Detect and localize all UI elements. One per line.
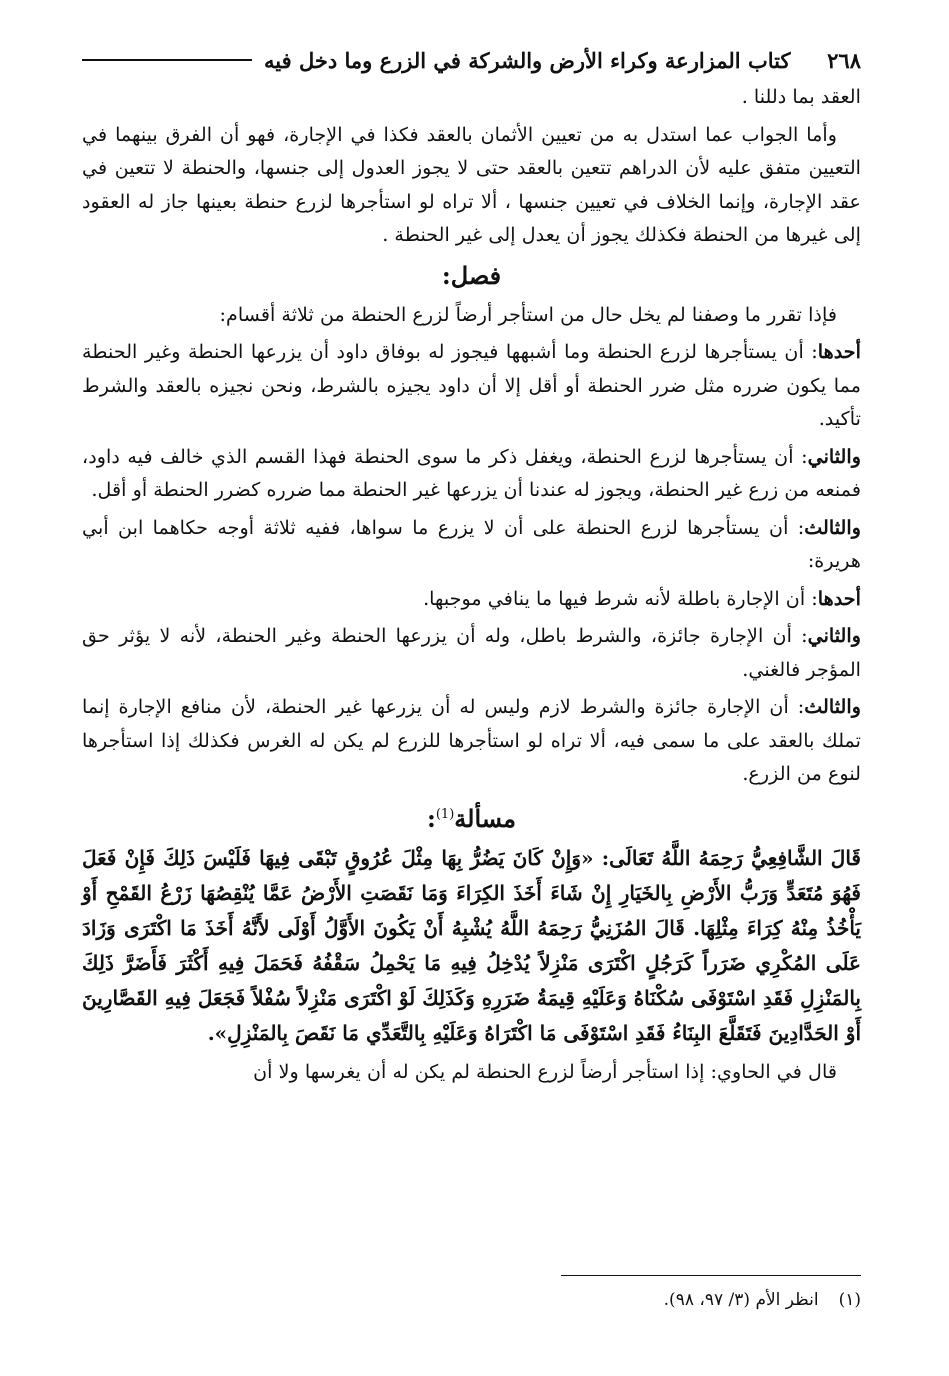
footnote-reference: (1) [435, 806, 455, 822]
paragraph-text: : أن الإجارة باطلة لأنه شرط فيها ما ينافي موجبها. [423, 586, 818, 610]
paragraph-continuation: العقد بما دللنا . [741, 85, 861, 108]
paragraph-text: : أن الإجارة جائزة، والشرط باطل، وله أن يزرعها الحنطة وغير الحنطة، لأنه لا يؤثر حق المؤجر فالغني. [82, 624, 861, 681]
header-rule [82, 59, 252, 61]
paragraph-view-two [82, 619, 861, 686]
running-title: كتاب المزارعة وكراء الأرض والشركة في الزرع وما دخل فيه [264, 47, 791, 73]
paragraph-hawi: قال في الحاوي: إذا استأجر أرضاً لزرع الحنطة لم يكن له أن يغرسها ولا أن [253, 1059, 837, 1083]
paragraph-text: : أن الإجارة جائزة والشرط لازم وليس له أن يزرعها غير الحنطة، لأن منافع الإجارة إنما تملك بالعقد على ما سمى فيه، ألا تراه لو استأجرها للزرع لم يكن له الغرس فكذلك إذا استأجرها لنوع من الزرع. [82, 695, 861, 785]
footnote-divider [561, 1275, 861, 1276]
lead-word: أحدها [817, 340, 861, 363]
paragraph-text: : أن يستأجرها لزرع الحنطة، ويغفل ذكر ما سوى الحنطة فهذا القسم الذي خالف فيه داود، فمنعه من زرع غير الحنطة، ويجوز له عندنا أن يزرعها غير الحنطة مما ضرره كضرر الحنطة أو أقل. [82, 444, 861, 501]
paragraph-answer: وأما الجواب عما استدل به من تعيين الأثمان بالعقد فكذا في الإجارة، فهو أن الفرق بينهما في التعيين متفق عليه لأن الدراهم تتعين بالعقد حتى لا يجوز العدول إلى جنسها، والحنطة لا تتعين في عقد الإجارة، وإنما الخلاف في تعيين جنسها ، ألا تراه لو استأجرها لزرع حنطة بعينها جاز له العقود إلى غيرها من الحنطة فكذلك يجوز أن يعدل إلى غير الحنطة . [82, 122, 861, 246]
masala-colon: : [426, 803, 436, 833]
page-header [82, 40, 861, 80]
paragraph-third-division [82, 511, 861, 578]
lead-word: والثالث [804, 515, 861, 539]
paragraph-view-three [82, 690, 861, 791]
lead-word: والثاني [807, 444, 861, 468]
section-heading-fasl: فصل: [441, 260, 502, 290]
masala-title: مسألة [454, 803, 517, 833]
paragraph-intro-divisions: فإذا تقرر ما وصفنا لم يخل حال من استأجر أرضاً لزرع الحنطة من ثلاثة أقسام: [219, 302, 837, 326]
lead-word: أحدها [817, 586, 861, 610]
paragraph-view-one [82, 582, 861, 616]
lead-word: والثاني [807, 624, 861, 647]
section-heading-masala [82, 795, 861, 839]
page-body [82, 80, 861, 1088]
paragraph-second-division [82, 440, 861, 507]
paragraph-text: : أن يستأجرها لزرع الحنطة على أن لا يزرع ما سواها، ففيه ثلاثة أوجه حكاهما ابن أبي هريرة: [82, 515, 861, 572]
paragraph-first-division [82, 335, 861, 436]
shafii-quotation: قَالَ الشَّافِعِيُّ رَحِمَهُ اللَّهُ تَعَالَى: «وَإِنْ كَانَ يَضُرُّ بِهَا مِثْلَ عُرُوقٍ تَبْقَى فِيهَا فَلَيْسَ ذَلِكَ فَإِنْ فَعَلَ فَهُوَ مُتَعَدٍّ وَرَبُّ الأَرْضِ بِالخَيَارِ إِنْ شَاءَ أَخَذَ الكِرَاءَ وَمَا نَقَصَتِ الأَرْضُ عَمَّا يُنْقِصُهَا زَرْعُ القَمْحِ أَوْ يَأْخُذُ مِنْهُ كِرَاءَ مِثْلِهَا. قَالَ المُزَنِيُّ رَحِمَهُ اللَّهُ يُشْبِهُ أَنْ يَكُونَ الأَوَّلُ أَوْلَى لأَنَّهُ أَخَذَ مَا اكْتَرَى وَزَادَ عَلَى المُكْرِي ضَرَراً كَرَجُلٍ اكْتَرَى مَنْزِلاً يُدْخِلُ فِيهِ مَا يَحْمِلُ سَقْفُهُ فَحَمَلَ فِيهِ أَكْثَرَ فَأَضَرَّ ذَلِكَ بِالمَنْزِلِ فَقَدِ اسْتَوْفَى سُكْنَاهُ وَعَلَيْهِ قِيمَةُ ضَرَرِهِ وَكَذَلِكَ لَوْ اكْتَرَى مَنْزِلاً سُفْلاً فَجَعَلَ فِيهِ القَصَّارِينَ أَوْ الحَدَّادِينَ فَتَقَلَّعَ البِنَاءُ فَقَدِ اسْتَوْفَى مَا اكْتَرَاهُ وَعَلَيْهِ بِالتَّعَدِّي مَا نَقَصَ بِالمَنْزِلِ». [82, 845, 861, 1045]
footnote-text: انظر الأم (٣/ ٩٧، ٩٨). [663, 1290, 819, 1310]
footnote [664, 1290, 861, 1310]
lead-word: والثالث [804, 695, 861, 718]
footnote-number: (١) [838, 1290, 861, 1310]
paragraph-text: : أن يستأجرها لزرع الحنطة وما أشبهها فيجوز له بوفاق داود أن يزرعها الحنطة وغير الحنطة مما يكون ضرره مثل ضرر الحنطة أو أقل إلا أن داود يجيزه بالشرط، ونحن نجيزه بالعقد والشرط تأكيد. [82, 340, 861, 430]
page-number: ٢٦٨ [827, 47, 861, 73]
running-title-group [82, 48, 790, 73]
